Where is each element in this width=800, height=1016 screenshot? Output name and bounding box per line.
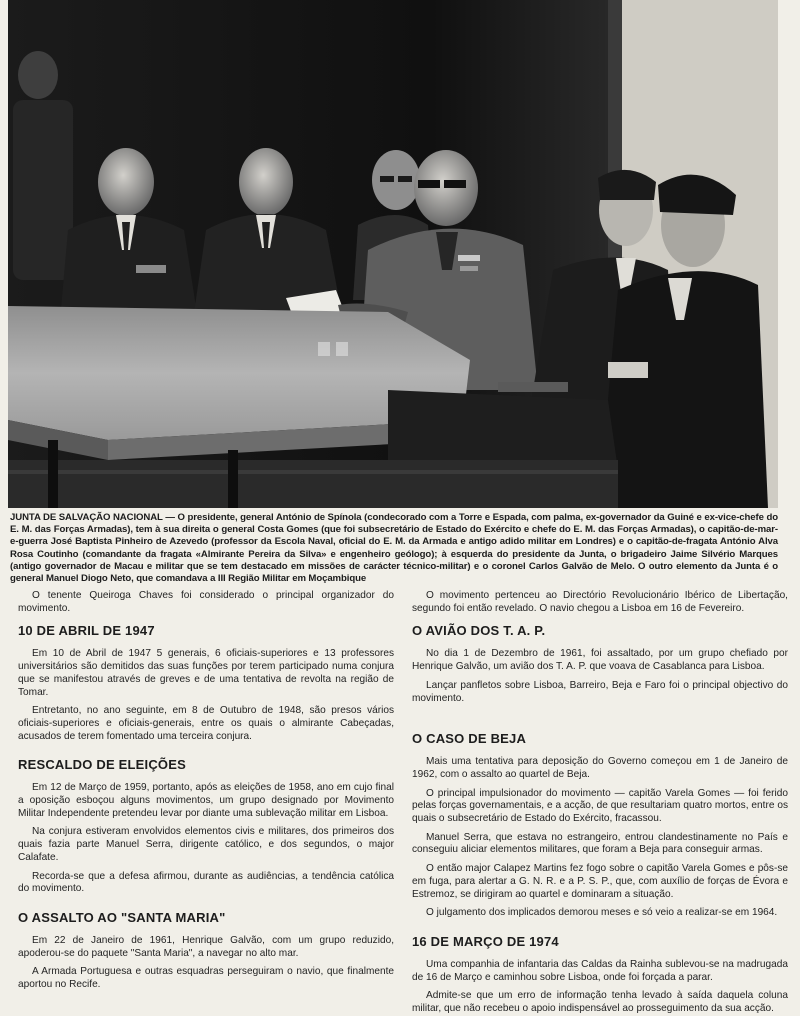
left-column	[18, 590, 394, 992]
paragraph: No dia 1 de Dezembro de 1961, foi assaltado, por um grupo chefiado por Henrique Galvão, um avião dos T. A. P. que voava de Casablanca para Lisboa.	[412, 648, 788, 673]
paragraph: Em 10 de Abril de 1947 5 generais, 6 oficiais-superiores e 13 professores universitários são demitidos das suas funções por terem participado numa conjura que se manifestou através de greves e de uma tentativa de revolta na região de Tomar.	[18, 648, 394, 698]
paragraph: Em 22 de Janeiro de 1961, Henrique Galvão, com um grupo reduzido, apoderou-se do paquete "Santa Maria", a navegar no alto mar.	[18, 934, 394, 959]
heading-assalto-santa-maria: O ASSALTO AO "SANTA MARIA"	[18, 909, 226, 925]
left-intro: O tenente Queiroga Chaves foi considerado o principal organizador do movimento.	[18, 590, 394, 614]
paragraph: A Armada Portuguesa e outras esquadras perseguiram o navio, que finalmente aportou no Recife.	[18, 966, 394, 991]
photo-caption	[10, 512, 778, 585]
heading-10-abril-1947: 10 DE ABRIL DE 1947	[18, 623, 155, 639]
heading-caso-beja: O CASO DE BEJA	[412, 731, 527, 747]
right-intro: O movimento pertenceu ao Directório Revolucionário Ibérico de Libertação, segundo foi então revelado. O navio chegou a Lisboa em 16 de Fevereiro.	[412, 590, 788, 614]
paragraph: Recorda-se que a defesa afirmou, durante as audiências, a tendência católica do movimento.	[18, 870, 394, 895]
paragraph: Entretanto, no ano seguinte, em 8 de Outubro de 1948, são presos vários oficiais-superiores e oficiais-generais, entre os quais o almirante Cabeçadas, acusados de terem fomentado uma terceira conjura.	[18, 705, 394, 742]
caption-text: — O presidente, general António de Spínola (condecorado com a Torre e Espada, com palma, ex-governador da Guiné e ex-vice-chefe do E. M. das Forças Armadas), tem à sua direita o general Costa Gomes (que foi subsecretário de Estado do Exército e chefe do E. M. das Forças Armadas), o capitão-de-mar-e-guerra José Baptista Pinheiro de Azevedo (professor da Escola Naval, oficial do E. M. da Armada e antigo adido militar em Londres) e o capitão-de-fragata António Alva Rosa Coutinho (comandante da fragata «Almirante Pereira da Silva» e engenheiro geólogo); à esquerda do presidente da Junta, o brigadeiro Jaime Silvério Marques (antigo governador de Macau e militar que se tem destacado em missões de carácter técnico-militar) e o coronel Carlos Galvão de Melo. O outro elemento da Junta é o general Manuel Diogo Neto, que comandava a III Região Militar em Moçambique	[10, 512, 778, 585]
paragraph: O então major Calapez Martins fez fogo sobre o capitão Varela Gomes e pôs-se em fuga, para alertar a G. N. R. e a P. S. P., que, com auxílio de forças de Évora e Estremoz, se dirigiram ao quartel e dominaram a situação.	[412, 863, 788, 900]
paragraph: Manuel Serra, que estava no estrangeiro, entrou clandestinamente no País e conseguiu aliciar elementos militares, que foram a Beja para conseguir armas.	[412, 831, 788, 856]
caption-lead: JUNTA DE SALVAÇÃO NACIONAL	[10, 512, 163, 523]
paragraph: Lançar panfletos sobre Lisboa, Barreiro, Beja e Faro foi o principal objectivo do movimento.	[412, 679, 788, 704]
paragraph: Mais uma tentativa para deposição do Governo começou em 1 de Janeiro de 1962, com o assalto ao quartel de Beja.	[412, 756, 788, 780]
heading-16-marco-1974: 16 DE MARÇO DE 1974	[412, 933, 559, 949]
paragraph: Em 12 de Março de 1959, portanto, após as eleições de 1958, ano em cujo final a oposição esboçou alguns movimentos, um grupo designado por Movimento Militar Independente pretendeu levar por diante uma sublevação militar em Lisboa.	[18, 782, 394, 819]
heading-rescaldo-eleicoes: RESCALDO DE ELEIÇÕES	[18, 757, 186, 773]
paragraph: Na conjura estiveram envolvidos elementos civis e militares, dos primeiros dos quais fazia parte Manuel Serra, dirigente católico, e dos segundos, o major Calafate.	[18, 826, 394, 863]
heading-aviao-tap: O AVIÃO DOS T. A. P.	[412, 623, 546, 639]
photo-illustration	[8, 0, 778, 508]
paragraph: O julgamento dos implicados demorou meses e só veio a realizar-se em 1964.	[426, 907, 778, 919]
paragraph: O principal impulsionador do movimento — capitão Varela Gomes — foi ferido pelas forças governamentais, e a acção, de que resultariam quatro mortos, entre os quais o subsecretário de Estado do Exército, fracassou.	[412, 787, 788, 825]
paragraph: Admite-se que um erro de informação tenha levado à saída daquela coluna militar, que não recebeu o apoio indispensável ao prosseguimento da sua acção.	[412, 990, 788, 1015]
right-column	[412, 590, 788, 1016]
junta-photo	[8, 0, 778, 508]
paragraph: Uma companhia de infantaria das Caldas da Rainha sublevou-se na madrugada de 16 de Março e caminhou sobre Lisboa, onde foi forçada a parar.	[412, 958, 788, 983]
